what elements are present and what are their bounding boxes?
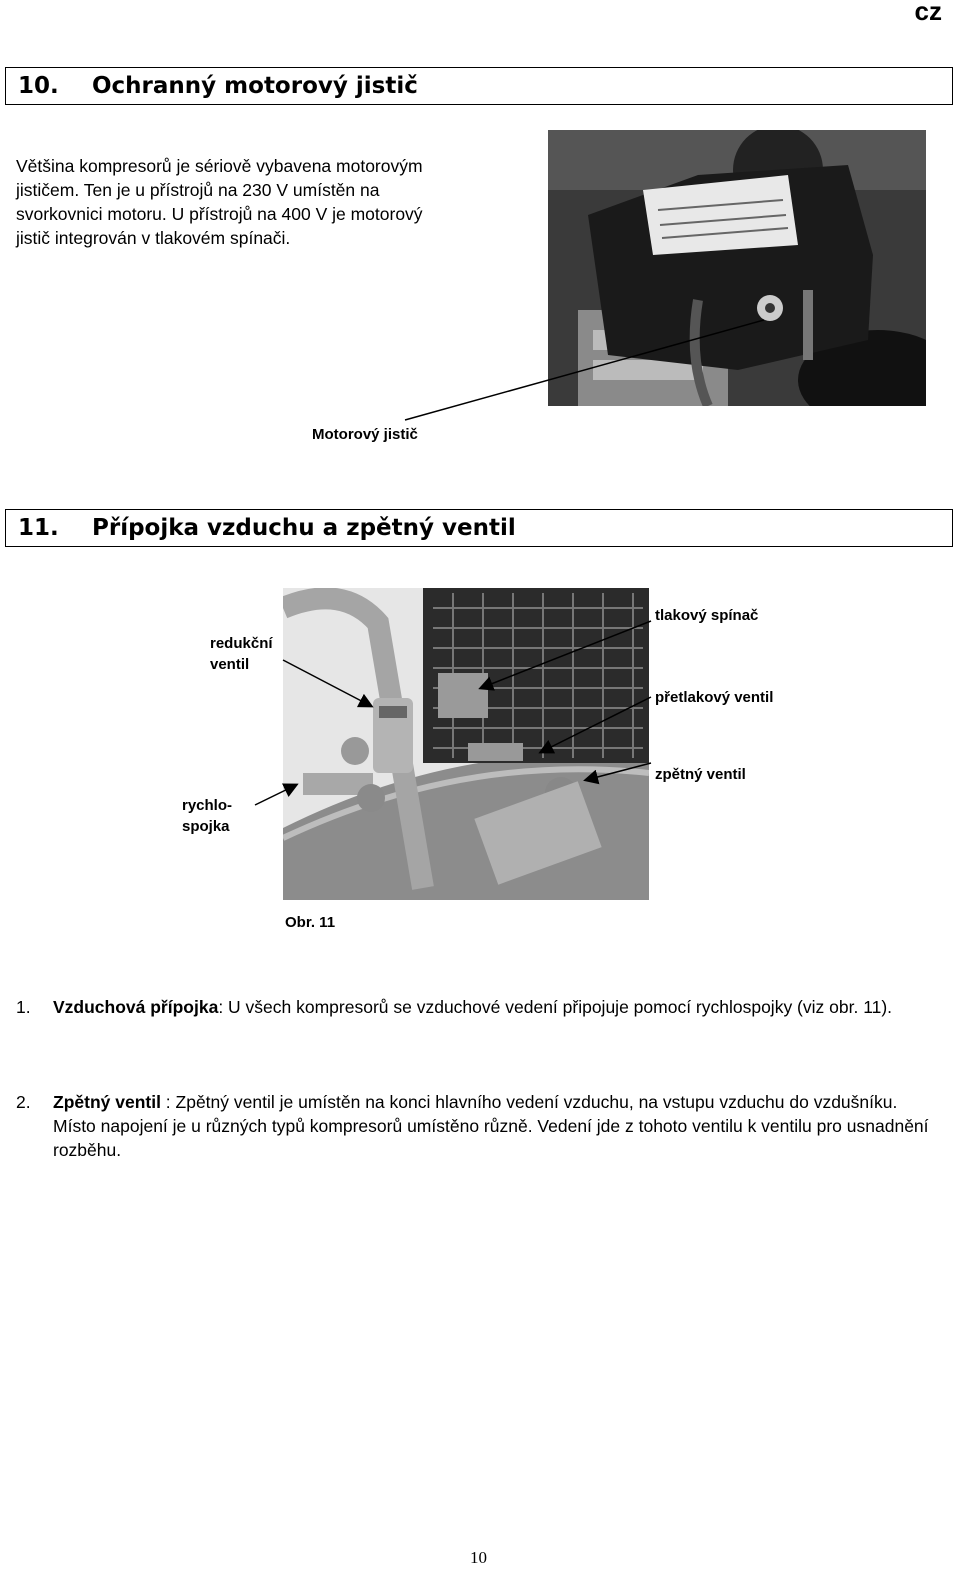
label-line: rychlo- bbox=[182, 797, 233, 814]
list-number: 2. bbox=[16, 1092, 31, 1112]
compressor-pointers bbox=[0, 570, 960, 910]
pressure-switch-label: tlakový spínač bbox=[655, 607, 759, 624]
list-term: Zpětný ventil bbox=[53, 1092, 161, 1112]
label-line: ventil bbox=[210, 656, 250, 673]
list-text: : U všech kompresorů se vzduchové vedení připojuje pomocí rychlospojky (viz obr. 11). bbox=[218, 997, 893, 1017]
paragraph-line: jističem. Ten je u přístrojů na 230 V umístěn na bbox=[16, 180, 380, 200]
paragraph-line: Většina kompresorů je sériově vybavena motorovým bbox=[16, 156, 423, 176]
motor-switch-label: Motorový jistič bbox=[312, 426, 418, 443]
quick-coupling-label bbox=[182, 795, 232, 837]
reducing-valve-label bbox=[210, 633, 273, 675]
list-number: 1. bbox=[16, 997, 31, 1017]
language-code: cz bbox=[914, 0, 942, 26]
label-line: spojka bbox=[182, 818, 230, 835]
figure-caption: Obr. 11 bbox=[285, 914, 336, 931]
section-10-number: 10. bbox=[18, 73, 59, 99]
section-11-number: 11. bbox=[18, 515, 59, 541]
section-10-title: Ochranný motorový jistič bbox=[92, 73, 418, 99]
safety-valve-label: přetlakový ventil bbox=[655, 689, 774, 706]
list-term: Vzduchová přípojka bbox=[53, 997, 219, 1017]
list-item bbox=[16, 1090, 946, 1165]
label-line: redukční bbox=[210, 635, 273, 652]
paragraph-line: jistič integrován v tlakovém spínači. bbox=[16, 228, 291, 248]
section-11-title: Přípojka vzduchu a zpětný ventil bbox=[92, 515, 516, 541]
paragraph-line: svorkovnici motoru. U přístrojů na 400 V je motorový bbox=[16, 204, 423, 224]
list-text: : Zpětný ventil je umístěn na konci hlavního vedení vzduchu, na vstupu vzduchu do vzdušníku. Místo napojení je u různých typů kompresorů umístěno různě. Vedení jde z tohoto ventilu k ventilu pro usnadnění rozběhu. bbox=[53, 1092, 929, 1160]
motor-switch-pointer bbox=[0, 0, 960, 470]
check-valve-label: zpětný ventil bbox=[655, 766, 746, 783]
list-item bbox=[16, 995, 946, 1045]
page-number: 10 bbox=[470, 1548, 487, 1567]
section-11-heading bbox=[5, 509, 953, 547]
